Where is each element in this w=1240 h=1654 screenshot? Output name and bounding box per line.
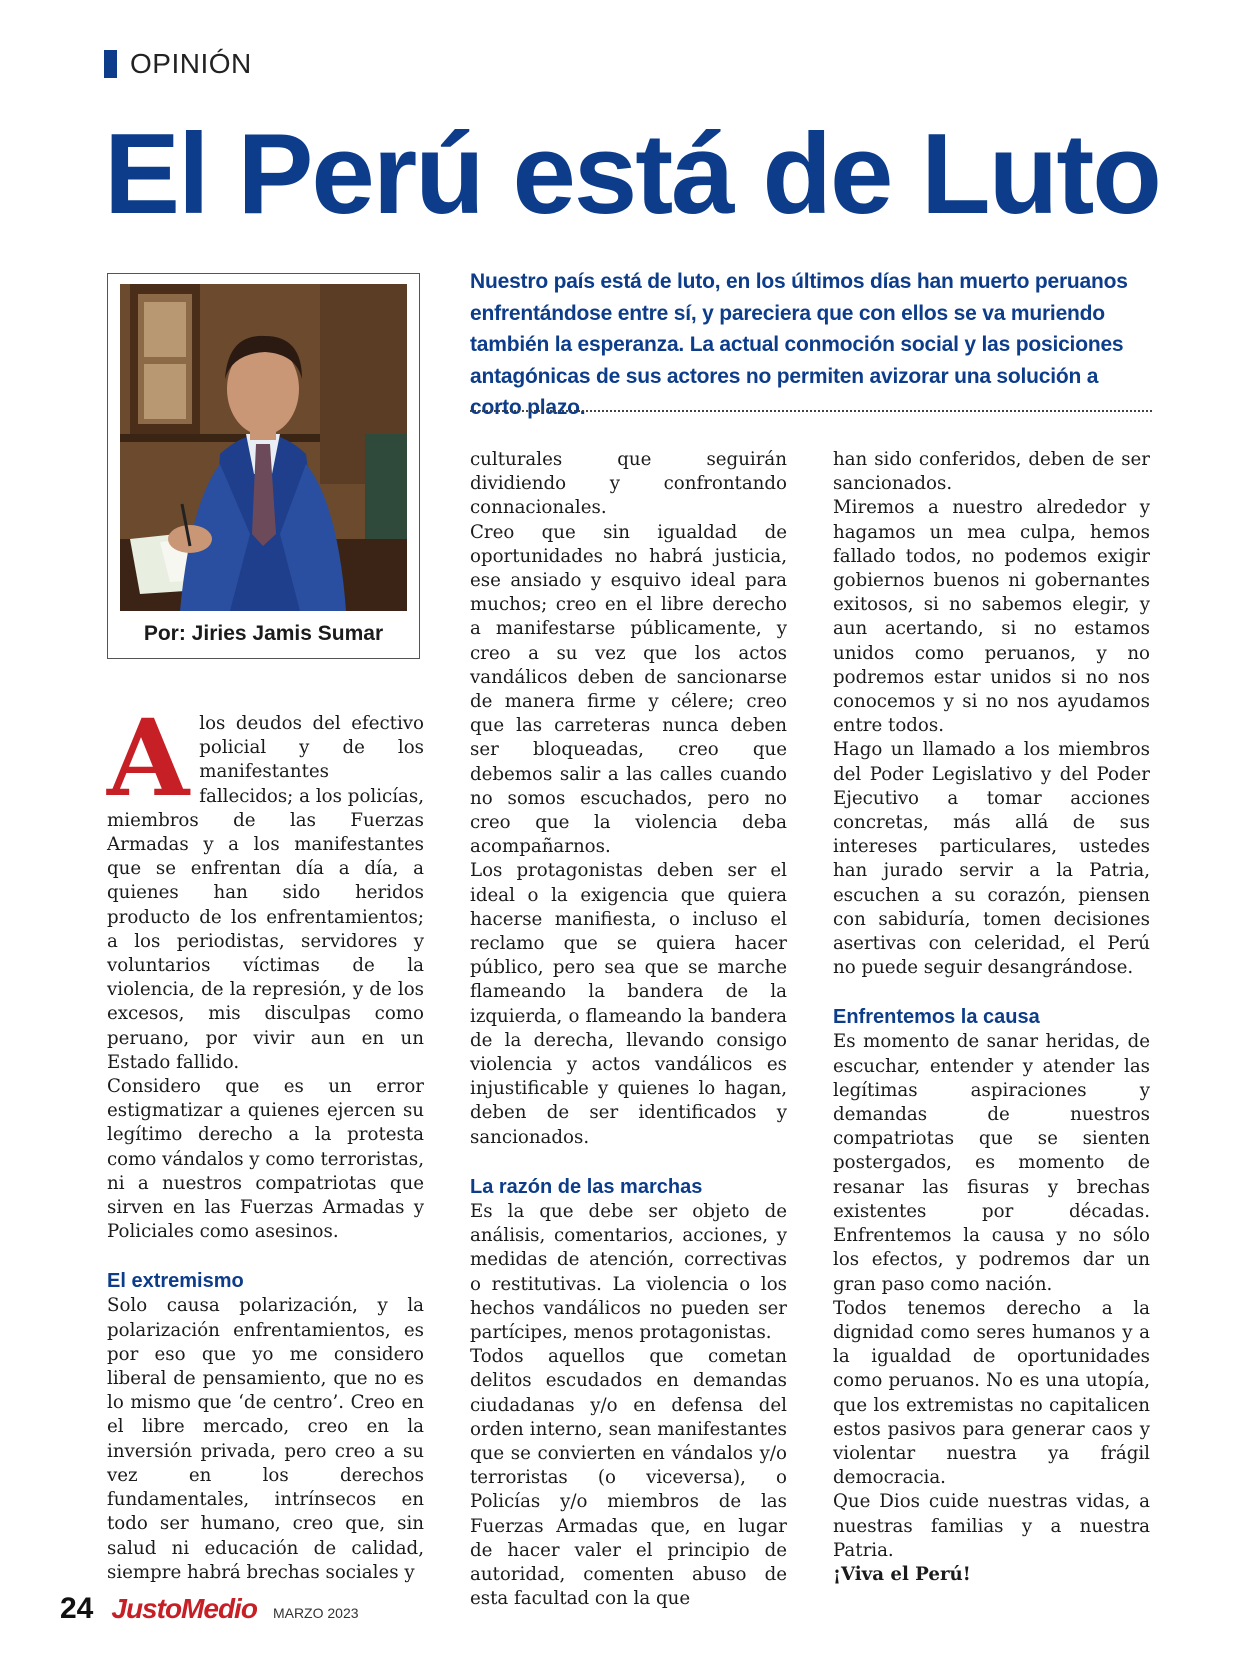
section-marker — [104, 50, 117, 78]
drop-cap: A — [107, 695, 190, 820]
dotted-divider — [470, 410, 1152, 412]
issue-date: MARZO 2023 — [272, 1605, 359, 1621]
page-footer — [60, 1592, 359, 1626]
paragraph: Todos tenemos derecho a la dignidad como seres humanos y a la igualdad de oportunidades como peruanos. No es una utopía, que los extremistas no capitalicen estos pasivos para generar caos y violentar nuestra ya frágil democracia. — [833, 1297, 1150, 1489]
paragraph-text: los deudos del efectivo policial y de los manifestantes fallecidos; a los policías, miembros de las Fuerzas Armadas y a los manifestantes que se enfrentan día a día, a quienes han sido heridos producto de los enfrentamientos; a los periodistas, servidores y voluntarios víctimas de la violencia, de la represión, y de los excesos, mis disculpas como peruano, por vivir aun en un Estado fallido. — [107, 713, 424, 1073]
paragraph: Es momento de sanar heridas, de escuchar, entender y atender las legítimas aspiraciones y demandas de nuestros compatriotas que se sienten postergados, es momento de resanar las fisuras y brechas existentes por décadas. Enfrentemos la causa y no sólo los efectos, y podremos dar un gran paso como nación. — [833, 1031, 1150, 1295]
page-number: 24 — [60, 1592, 94, 1625]
column-1 — [107, 695, 425, 1585]
author-photo-box — [107, 273, 420, 659]
closing-line: ¡Viva el Perú! — [833, 1563, 971, 1585]
column-2 — [470, 448, 787, 1611]
author-byline: Por: Jiries Jamis Sumar — [143, 622, 384, 645]
paragraph: Miremos a nuestro alrededor y hagamos un mea culpa, hemos fallado todos, no podemos exigir gobiernos buenos ni gobernantes exitosos, si no sabemos elegir, y aun acertando, si no estamos unidos como peruanos, y no podremos estar unidos si no nos conocemos y si no nos ayudamos entre todos. — [833, 497, 1150, 737]
section-tag — [104, 48, 252, 80]
paragraph: Que Dios cuide nuestras vidas, a nuestras familias y a nuestra Patria. — [833, 1491, 1150, 1561]
subheading-extremismo: El extremismo — [107, 1270, 244, 1293]
paragraph: Considero que es un error estigmatizar a quienes ejercen su legítimo derecho a la protesta como vándalos y como terroristas, ni a nuestros compatriotas que sirven en las Fuerzas Armadas y Policiales como asesinos. — [107, 1076, 425, 1243]
subheading-enfrentemos-causa: Enfrentemos la causa — [833, 1006, 1040, 1029]
article-headline: El Perú está de Luto — [104, 111, 1160, 238]
paragraph: culturales que seguirán dividiendo y confrontando connacionales. — [470, 449, 787, 519]
magazine-logo: JustoMedio — [111, 1593, 257, 1624]
section-label: OPINIÓN — [130, 48, 252, 79]
paragraph: han sido conferidos, deben de ser sancionados. — [833, 449, 1150, 495]
paragraph: Los protagonistas deben ser el ideal o la exigencia que quiera hacerse manifiesta, o incluso el reclamo que se quiera hacer público, pero sea que se marche flameando la bandera de la izquierda, o flameando la bandera de la derecha, llevando consigo violencia y actos vandálicos es injustificable y quienes lo hagan, deben de ser identificados y sancionados. — [470, 860, 787, 1148]
paragraph: Es la que debe ser objeto de análisis, comentarios, acciones, y medidas de atención, correctivas o restitutivas. La violencia o los hechos vandálicos no pueden ser partícipes, menos protagonistas. — [470, 1200, 787, 1343]
paragraph: Creo que sin igualdad de oportunidades no habrá justicia, ese ansiado y esquivo ideal para muchos; creo en el libre derecho a manifestarse públicamente, y creo a su vez que los actos vandálicos deben de sancionarse de manera firme y célere; creo que las carreteras nunca deben ser bloqueadas, creo que debemos salir a las calles cuando no somos escuchados, pero no creo que la violencia deba acompañarnos. — [470, 521, 787, 858]
subheading-razon-marchas: La razón de las marchas — [470, 1175, 703, 1198]
article-lead: Nuestro país está de luto, en los últimos días han muerto peruanos enfrentándose entre sí, y pareciera que con ellos se va muriendo también la esperanza. La actual conmoción social y las posiciones antagónicas de sus actores no permiten avizorar una solución a corto plazo. — [470, 270, 1128, 419]
opening-paragraph — [107, 695, 424, 1075]
paragraph: Todos aquellos que cometan delitos escudados en demandas ciudadanas y/o en defensa del orden interno, sean manifestantes que se convierten en vándalos y/o terroristas (o viceversa), o Policías y/o miembros de las Fuerzas Armadas que, en lugar de hacer valer el principio de autoridad, comenten abuso de esta facultad con la que — [470, 1346, 787, 1610]
paragraph: Hago un llamado a los miembros del Poder Legislativo y del Poder Ejecutivo a tomar acciones concretas, más allá de sus intereses particulares, ustedes han jurado servir a la Patria, escuchen a su corazón, piensen con sabiduría, tomen decisiones asertivas con celeridad, el Perú no puede seguir desangrándose. — [833, 739, 1150, 979]
author-photo — [120, 284, 407, 611]
column-3 — [833, 448, 1150, 1587]
paragraph: Solo causa polarización, y la polarización enfrentamientos, es por eso que yo me considero liberal de pensamiento, que no es lo mismo que ‘de centro’. Creo en el libre mercado, creo en la inversión privada, pero creo a su vez en los derechos fundamentales, intrínsecos en todo ser humano, creo que, sin salud ni educación de calidad, siempre habrá brechas sociales y — [107, 1295, 424, 1583]
